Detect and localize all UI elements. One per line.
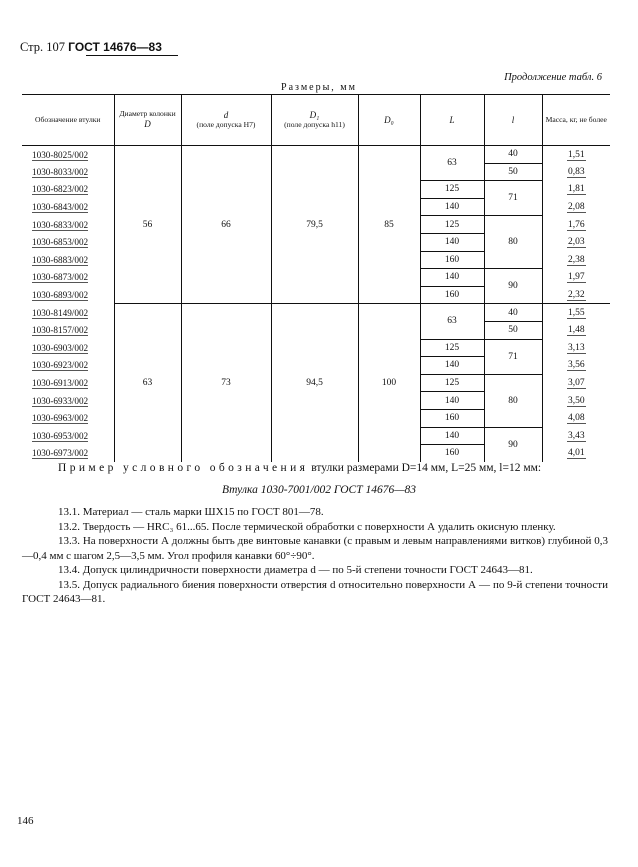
col-L: L xyxy=(420,95,484,146)
mass-cell: 3,07 xyxy=(567,378,585,389)
note-13-3: 13.3. На поверхности А должны быть две винтовые канавки (с правым и левым направлениями витков) глубиной 0,3—0,4 мм с шагом 2,5—3,5 мм. Угол профиля канавки 60°÷90°. xyxy=(22,535,608,562)
L-cell: 125 xyxy=(420,181,484,199)
table-continuation-label: Продолжение табл. 6 xyxy=(504,72,602,83)
col-d: d (поле допуска Н7) xyxy=(181,95,271,146)
designation-cell: 1030-6953/002 xyxy=(32,430,89,441)
L-cell: 140 xyxy=(420,198,484,216)
D0-cell: 85 xyxy=(358,146,420,304)
L-cell: 160 xyxy=(420,445,484,462)
designation-cell: 1030-6893/002 xyxy=(32,290,89,301)
L-cell: 125 xyxy=(420,374,484,392)
page-number: 146 xyxy=(17,815,34,827)
note-13-4: 13.4. Допуск цилиндричности поверхности диаметра d — по 5-й степени точности ГОСТ 24643—81. xyxy=(58,564,533,576)
D-cell: 56 xyxy=(114,146,181,304)
mass-cell: 3,43 xyxy=(567,430,585,441)
designation-cell: 1030-6923/002 xyxy=(32,360,89,371)
L-cell: 140 xyxy=(420,357,484,375)
mass-cell: 1,81 xyxy=(567,184,585,195)
bushing-table xyxy=(22,94,610,462)
designation-cell: 1030-6853/002 xyxy=(32,237,89,248)
l-cell: 40 xyxy=(484,304,542,322)
sizes-caption: Размеры, мм xyxy=(281,82,357,93)
l-cell: 90 xyxy=(484,269,542,304)
l-cell: 80 xyxy=(484,216,542,269)
example-designation: Втулка 1030-7001/002 ГОСТ 14676—83 xyxy=(222,484,416,496)
designation-cell: 1030-8033/002 xyxy=(32,166,89,177)
mass-cell: 1,76 xyxy=(567,219,585,230)
table-row xyxy=(22,304,610,322)
note-13-1: 13.1. Материал — сталь марки ШХ15 по ГОСТ 801—78. xyxy=(58,506,324,518)
col-designation: Обозначение втулки xyxy=(22,95,114,146)
L-cell: 140 xyxy=(420,392,484,410)
l-cell: 80 xyxy=(484,374,542,427)
mass-cell: 1,48 xyxy=(567,325,585,336)
mass-cell: 2,32 xyxy=(567,289,585,300)
mass-cell: 2,03 xyxy=(567,237,585,248)
mass-cell: 2,38 xyxy=(567,254,585,265)
designation-cell: 1030-6843/002 xyxy=(32,202,89,213)
page-label: Стр. 107 xyxy=(20,40,66,54)
l-cell: 50 xyxy=(484,321,542,339)
example-text: втулки размерами D=14 мм, L=25 мм, l=12 мм: xyxy=(311,462,542,474)
page-header xyxy=(20,40,162,55)
designation-cell: 1030-6903/002 xyxy=(32,342,89,353)
L-cell: 125 xyxy=(420,216,484,234)
l-cell: 71 xyxy=(484,339,542,374)
col-D1: D₁ (поле допуска h11) xyxy=(271,95,358,146)
L-cell: 125 xyxy=(420,339,484,357)
example-lead: Пример условного обозначения xyxy=(58,462,309,474)
col-mass: Масса, кг, не более xyxy=(542,95,610,146)
L-cell: 140 xyxy=(420,233,484,251)
mass-cell: 4,08 xyxy=(567,413,585,424)
mass-cell: 1,97 xyxy=(567,272,585,283)
designation-cell: 1030-8157/002 xyxy=(32,325,89,336)
mass-cell: 1,55 xyxy=(567,307,585,318)
designation-cell: 1030-6913/002 xyxy=(32,378,89,389)
mass-cell: 3,50 xyxy=(567,395,585,406)
mass-cell: 2,08 xyxy=(567,202,585,213)
designation-cell: 1030-8025/002 xyxy=(32,149,89,160)
mass-cell: 3,13 xyxy=(567,342,585,353)
designation-cell: 1030-6823/002 xyxy=(32,184,89,195)
mass-cell: 1,51 xyxy=(567,149,585,160)
D1-cell: 94,5 xyxy=(271,304,358,462)
technical-notes xyxy=(22,505,608,607)
col-l: l xyxy=(484,95,542,146)
l-cell: 50 xyxy=(484,163,542,181)
D1-cell: 79,5 xyxy=(271,146,358,304)
note-13-2: 13.2. Твердость — HRC₃ 61...65. После термической обработки с поверхности А удалить окисную пленку. xyxy=(58,520,556,533)
col-D: Диаметр колонки D xyxy=(114,95,181,146)
table-row xyxy=(22,146,610,164)
mass-cell: 3,56 xyxy=(567,360,585,371)
L-cell: 160 xyxy=(420,286,484,304)
header-underline xyxy=(86,55,178,56)
designation-cell: 1030-6833/002 xyxy=(32,219,89,230)
designation-cell: 1030-6963/002 xyxy=(32,413,89,424)
col-D0: D₀ xyxy=(358,95,420,146)
L-cell: 63 xyxy=(420,146,484,181)
designation-cell: 1030-6873/002 xyxy=(32,272,89,283)
D0-cell: 100 xyxy=(358,304,420,462)
L-cell: 63 xyxy=(420,304,484,339)
standard-code: ГОСТ 14676—83 xyxy=(68,40,162,54)
designation-cell: 1030-6883/002 xyxy=(32,254,89,265)
designation-cell: 1030-6933/002 xyxy=(32,395,89,406)
D-cell: 63 xyxy=(114,304,181,462)
mass-cell: 4,01 xyxy=(567,448,585,459)
example-line xyxy=(58,462,541,474)
d-cell: 73 xyxy=(181,304,271,462)
table-header-row xyxy=(22,95,610,146)
l-cell: 71 xyxy=(484,181,542,216)
note-13-5: 13.5. Допуск радиального биения поверхности отверстия d относительно поверхности А — по 9-й степени точности ГОСТ 24643—81. xyxy=(22,578,608,605)
l-cell: 40 xyxy=(484,146,542,164)
L-cell: 140 xyxy=(420,427,484,445)
designation-cell: 1030-8149/002 xyxy=(32,307,89,318)
l-cell: 90 xyxy=(484,427,542,462)
d-cell: 66 xyxy=(181,146,271,304)
designation-cell: 1030-6973/002 xyxy=(32,448,89,459)
mass-cell: 0,83 xyxy=(567,166,585,177)
L-cell: 160 xyxy=(420,409,484,427)
L-cell: 140 xyxy=(420,269,484,287)
L-cell: 160 xyxy=(420,251,484,269)
